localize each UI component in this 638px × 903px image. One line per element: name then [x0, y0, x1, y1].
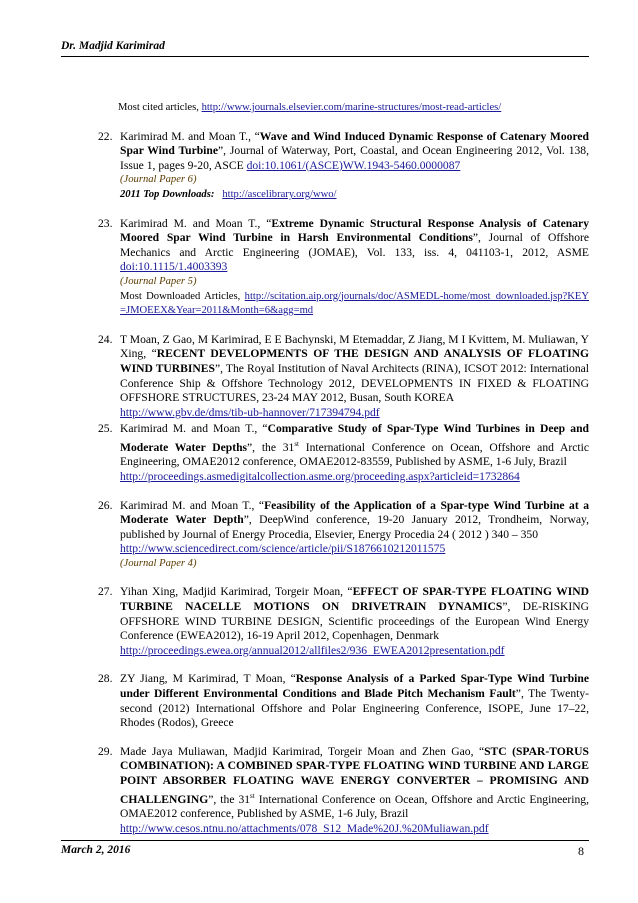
reference-authors: Yihan Xing, Madjid Karimirad, Torgeir Moan, “	[120, 585, 353, 599]
reference-extra	[120, 290, 589, 319]
reference-extra-label: Most Downloaded Articles,	[120, 290, 245, 302]
reference-24	[98, 333, 589, 421]
page-number: 8	[578, 844, 584, 858]
reference-number: 28.	[98, 672, 113, 686]
reference-title: RECENT DEVELOPMENTS OF THE DESIGN AND ANALYSIS OF FLOATING WIND TURBINES	[120, 347, 589, 375]
reference-25	[98, 422, 589, 484]
reference-26	[98, 499, 589, 572]
reference-number: 22.	[98, 129, 113, 143]
reference-23	[98, 217, 589, 319]
reference-details: ”, DeepWind conference, 19-20 January 2012, Trondheim, Norway, published by Journal of Energy Procedia, Elsevier, Energy Procedia 24 ( 2012 ) 340 – 350	[120, 513, 589, 541]
reference-link[interactable]: http://www.gbv.de/dms/tib-ub-hannover/717394794.pdf	[120, 405, 380, 419]
header-divider	[61, 56, 589, 57]
reference-authors: T Moan, Z Gao, M Karimirad, E E Bachynski, M Etemaddar, Z Jiang, M I Kvittem, M. Muliawan, Y Xing, “	[120, 332, 589, 361]
reference-title: EFFECT OF SPAR-TYPE FLOATING WIND TURBINE NACELLE MOTIONS ON DRIVETRAIN DYNAMICS	[120, 585, 589, 614]
reference-details: ”, Journal of Waterway, Port, Coastal, and Ocean Engineering 2012, Vol. 138, Issue 1, pages 9-20, ASCE	[120, 144, 589, 172]
reference-details: ”, The Royal Institution of Naval Architects (RINA), ICSOT 2012: International Conference Ship & Offshore Technology 2012, DEVELOPMENTS IN FIXED & FLOATING OFFSHORE STRUCTURES, 23-24 MAY 2012, Busan, South KOREA	[120, 361, 589, 405]
intro-line	[118, 101, 589, 116]
reference-details-pre: ”, the 31	[247, 440, 295, 454]
reference-authors: Karimirad M. and Moan T., “	[120, 422, 268, 436]
reference-extra-label: 2011 Top Downloads:	[120, 188, 215, 200]
reference-ordinal-suffix: st	[294, 439, 299, 448]
footer-date: March 2, 2016	[61, 844, 131, 856]
reference-number: 25.	[98, 422, 113, 436]
reference-details: ”, The Twenty-second (2012) International Offshore and Polar Engineering Conference, ISOPE, June 17–22, Rhodes (Rodos), Greece	[120, 687, 590, 730]
reference-link[interactable]: http://proceedings.ewea.org/annual2012/allfiles2/936_EWEA2012presentation.pdf	[120, 643, 505, 657]
reference-28	[98, 672, 589, 730]
reference-authors: Karimirad M. and Moan T., “	[120, 498, 265, 512]
reference-number: 29.	[98, 744, 113, 758]
reference-title: Extreme Dynamic Structural Response Analysis of Catenary Moored Spar Wind Turbine in Harsh Environmental Conditions	[120, 216, 589, 245]
reference-note: (Journal Paper 5)	[120, 275, 197, 287]
reference-title: Response Analysis of a Parked Spar-Type Wind Turbine under Different Environmental Conditions and Blade Pitch Mechanism Fault	[120, 672, 589, 701]
reference-number: 27.	[98, 585, 113, 599]
reference-link[interactable]: http://www.sciencedirect.com/science/article/pii/S1876610212011575	[120, 542, 446, 556]
reference-note: (Journal Paper 6)	[120, 174, 197, 186]
reference-details: ”, Journal of Offshore Mechanics and Arctic Engineering (JOMAE), Vol. 133, iss. 4, 041103-1, 2012, ASME	[120, 231, 589, 259]
reference-number: 24.	[98, 332, 113, 346]
reference-details: International Conference on Ocean, Offshore and Arctic Engineering, OMAE2012 conference, Published by ASME, 1-6 July, Brazil	[120, 792, 589, 821]
page-header-author: Dr. Madjid Karimirad	[61, 40, 165, 52]
reference-link[interactable]: doi:10.1115/1.4003393	[120, 260, 228, 274]
reference-extra	[120, 188, 589, 203]
reference-link[interactable]: doi:10.1061/(ASCE)WW.1943-5460.0000087	[246, 158, 461, 172]
reference-details: International Conference on Ocean, Offshore and Arctic Engineering, OMAE2012 conference, OMAE2012-83559, Published by ASME, 1-6 July, Brazil	[120, 440, 589, 469]
intro-text: Most cited articles,	[118, 102, 202, 113]
reference-link[interactable]: http://proceedings.asmedigitalcollection.asme.org/proceeding.aspx?articleid=1732864	[120, 469, 520, 483]
reference-authors: Karimirad M. and Moan T., “	[120, 216, 272, 230]
reference-number: 26.	[98, 498, 113, 512]
reference-27	[98, 585, 589, 658]
reference-extra-link[interactable]: http://ascelibrary.org/wwo/	[222, 188, 337, 200]
reference-link[interactable]: http://www.cesos.ntnu.no/attachments/078_S12_Made%20J.%20Muliawan.pdf	[120, 821, 489, 835]
reference-title: Feasibility of the Application of a Spar-type Wind Turbine at a Moderate Water Depth	[120, 498, 589, 527]
reference-title: Comparative Study of Spar-Type Wind Turbines in Deep and Moderate Water Depths	[120, 422, 589, 454]
reference-authors: ZY Jiang, M Karimirad, T Moan, “	[120, 672, 296, 686]
reference-details: ”, DE-RISKING OFFSHORE WIND TURBINE DESIGN, Scientific proceedings of the European Wind Energy Conference (EWEA2012), 16-19 April 2012, Copenhagen, Denmark	[120, 600, 590, 643]
reference-22	[98, 130, 589, 203]
reference-number: 23.	[98, 216, 113, 230]
publication-list	[98, 101, 589, 850]
reference-title: STC (SPAR-TORUS COMBINATION): A COMBINED SPAR-TYPE FLOATING WIND TURBINE AND LARGE POINT ABSORBER FLOATING WAVE ENERGY CONVERTER – PROMISING AND CHALLENGING	[120, 744, 589, 806]
reference-title: Wave and Wind Induced Dynamic Response of Catenary Moored Spar Wind Turbine	[120, 129, 589, 158]
reference-29	[98, 745, 589, 836]
footer-divider	[61, 840, 589, 841]
reference-note: (Journal Paper 4)	[120, 557, 197, 569]
reference-details-pre: ”, the 31	[208, 792, 251, 806]
reference-extra-link[interactable]: http://scitation.aip.org/journals/doc/ASMEDL-home/most_downloaded.jsp?KEY=JMOEEX&Year=2011&Month=6&agg=md	[120, 290, 589, 317]
reference-authors: Karimirad M. and Moan T., “	[120, 129, 260, 143]
intro-link[interactable]: http://www.journals.elsevier.com/marine-structures/most-read-articles/	[201, 102, 502, 113]
reference-authors: Made Jaya Muliawan, Madjid Karimirad, Torgeir Moan and Zhen Gao, “	[120, 744, 485, 758]
reference-ordinal-suffix: st	[250, 791, 255, 800]
